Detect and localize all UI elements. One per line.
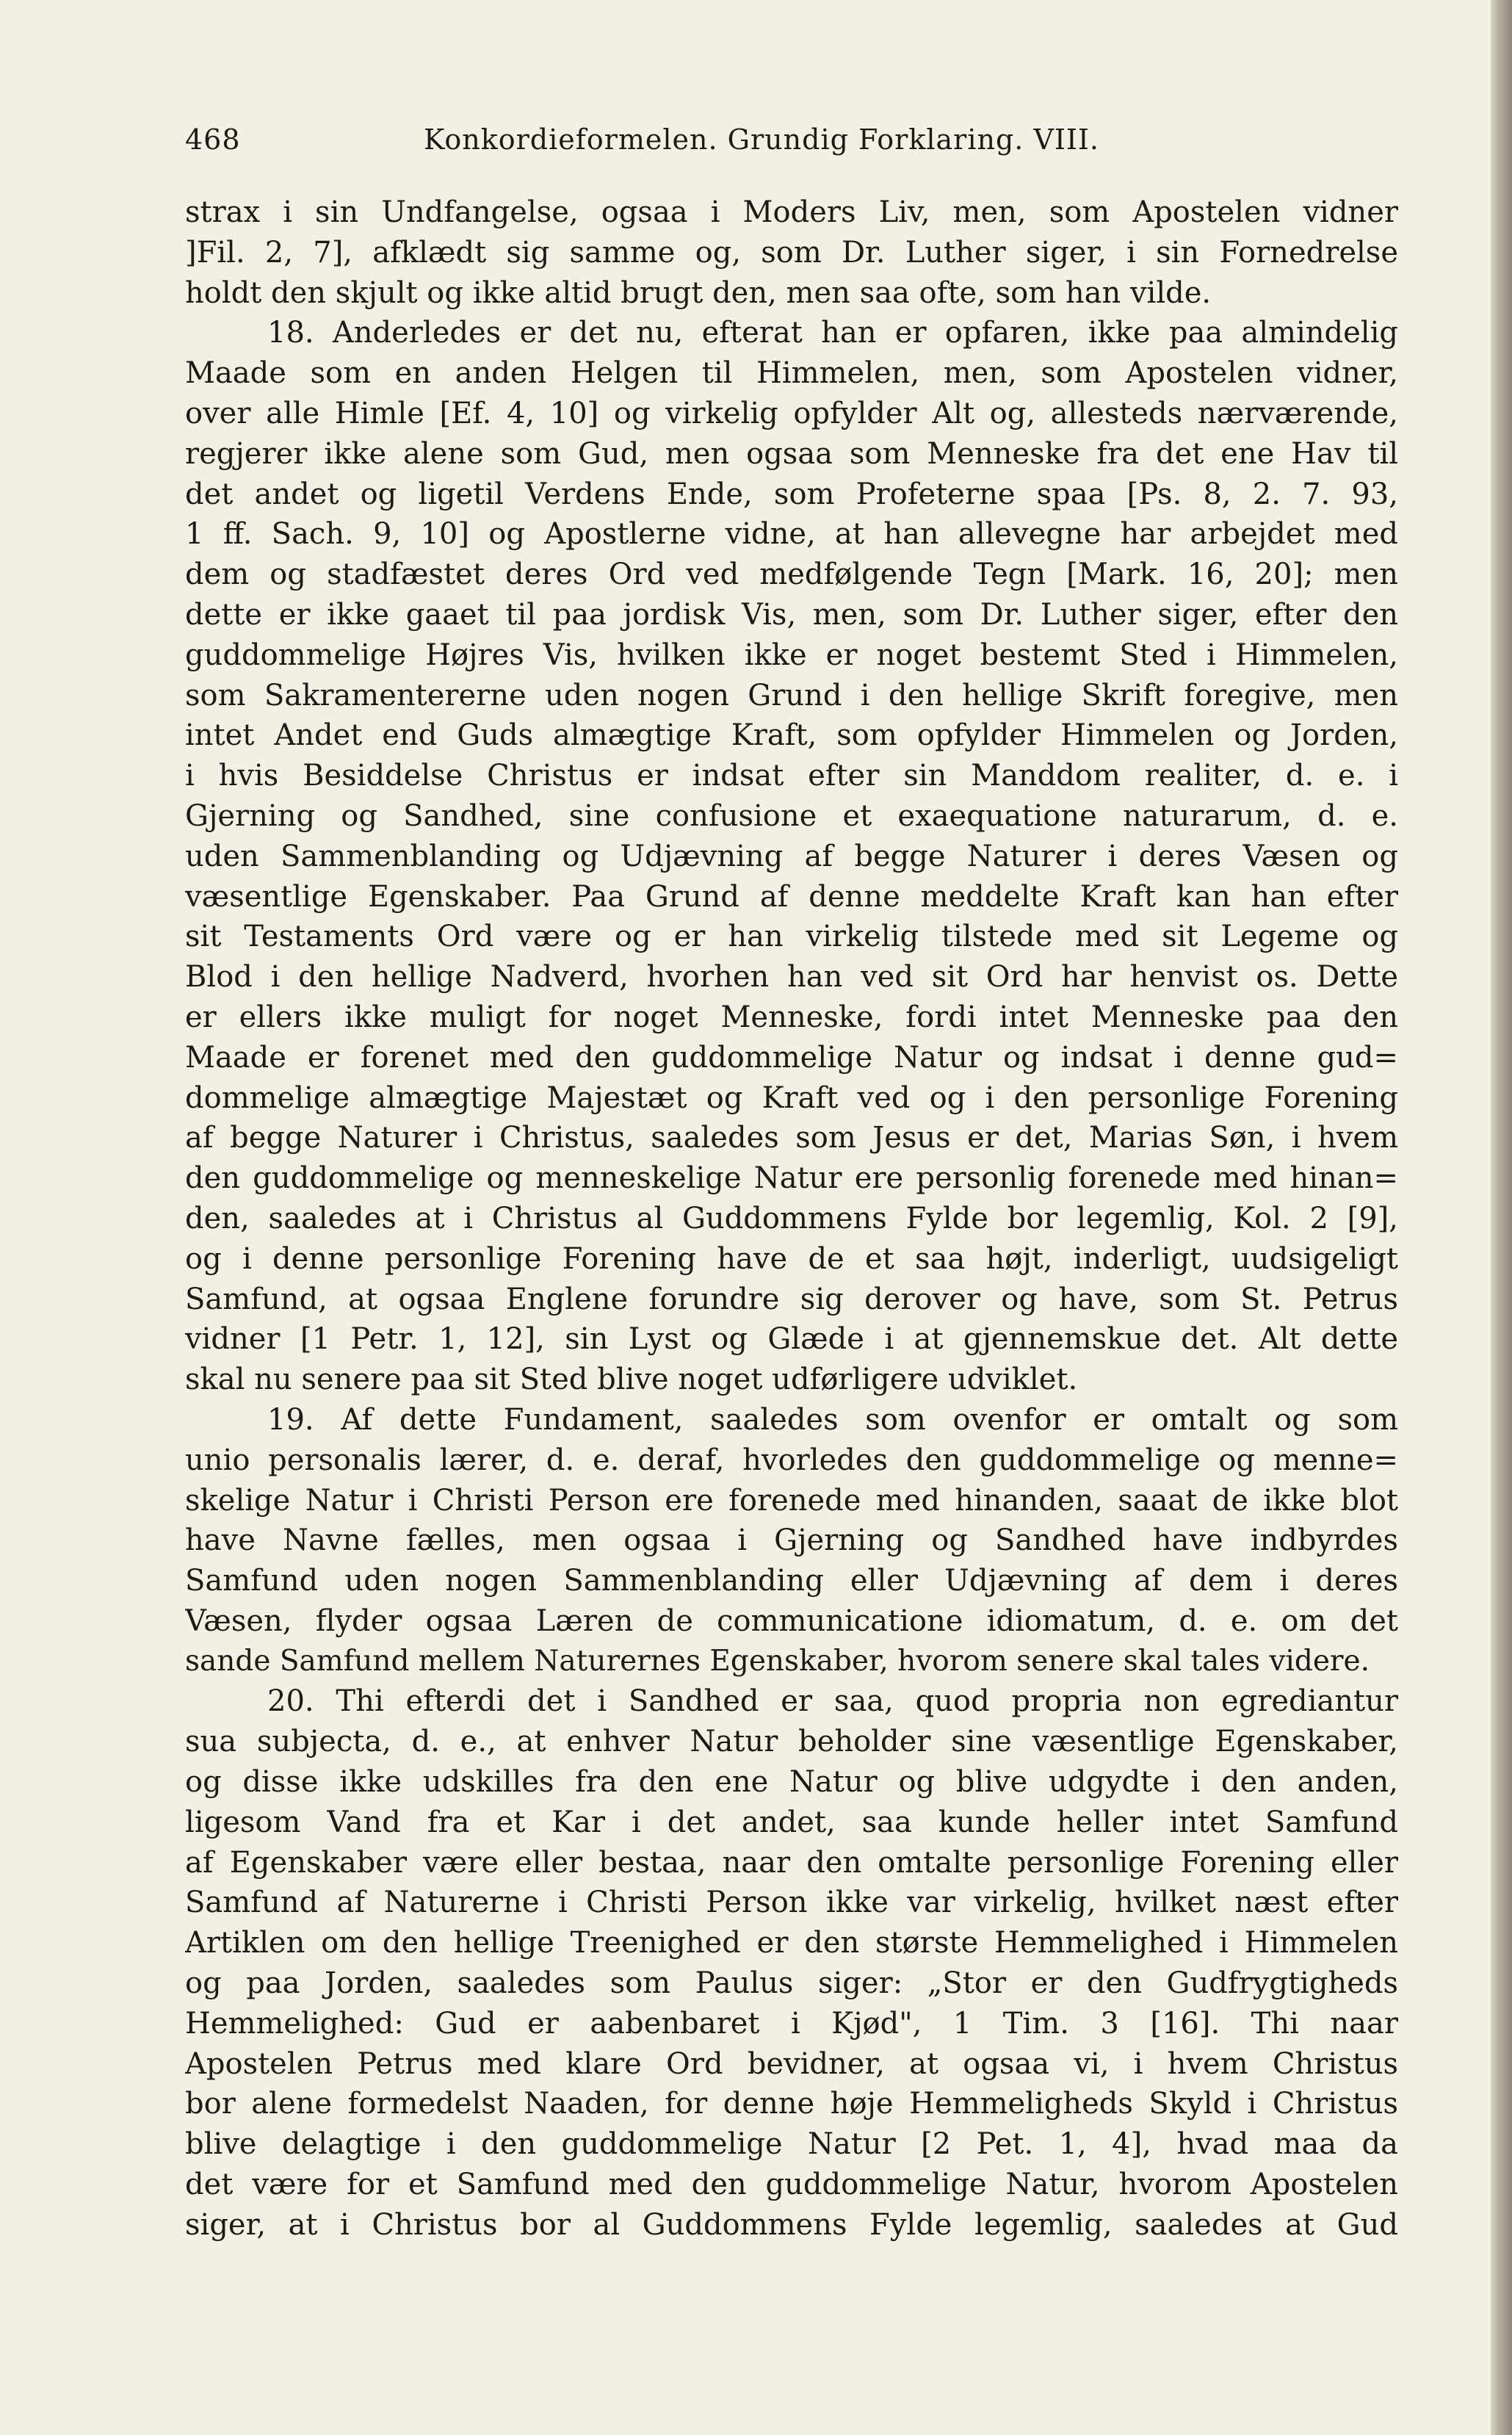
text-line: guddommelige Højres Vis, hvilken ikke er noget bestemt Sted i Himmelen, bbox=[185, 638, 1398, 672]
text-line: Væsen, flyder ogsaa Læren de communicatione idiomatum, d. e. om det bbox=[185, 1604, 1398, 1638]
text-line: dette er ikke gaaet til paa jordisk Vis, men, som Dr. Luther siger, efter den bbox=[185, 597, 1398, 632]
page-number: 468 bbox=[185, 123, 241, 156]
running-title: Konkordieformelen. Grundig Forklaring. VIII. bbox=[424, 123, 1100, 156]
text-line: Maade er forenet med den guddommelige Natur og indsat i denne gud= bbox=[185, 1040, 1398, 1075]
text-line: intet Andet end Guds almægtige Kraft, som opfylder Himmelen og Jorden, bbox=[185, 718, 1398, 753]
text-line: skal nu senere paa sit Sted blive noget udførligere udviklet. bbox=[185, 1363, 1078, 1397]
text-line: blive delagtige i den guddommelige Natur [2 Pet. 1, 4], hvad maa da bbox=[185, 2127, 1398, 2162]
text-line: Samfund, at ogsaa Englene forundre sig derover og have, som St. Petrus bbox=[185, 1282, 1398, 1316]
text-line: det andet og ligetil Verdens Ende, som Profeterne spaa [Ps. 8, 2. 7. 93, bbox=[185, 477, 1398, 511]
text-line: Gjerning og Sandhed, sine confusione et exaequatione naturarum, d. e. bbox=[185, 798, 1398, 833]
text-line: have Navne fælles, men ogsaa i Gjerning og Sandhed have indbyrdes bbox=[185, 1523, 1398, 1558]
text-line: Hemmelighed: Gud er aabenbaret i Kjød", 1 Tim. 3 [16]. Thi naar bbox=[185, 2006, 1398, 2041]
text-line: sua subjecta, d. e., at enhver Natur beholder sine væsentlige Egenskaber, bbox=[185, 1725, 1398, 1759]
text-line: Maade som en anden Helgen til Himmelen, men, som Apostelen vidner, bbox=[185, 356, 1398, 391]
text-line: det være for et Samfund med den guddommelige Natur, hvorom Apostelen bbox=[185, 2168, 1398, 2202]
text-line: og disse ikke udskilles fra den ene Natur og blive udgydte i den anden, bbox=[185, 1765, 1398, 1800]
text-line: ligesom Vand fra et Kar i det andet, saa kunde heller intet Samfund bbox=[185, 1805, 1398, 1839]
text-line: sande Samfund mellem Naturernes Egenskaber, hvorom senere skal tales videre. bbox=[185, 1644, 1370, 1678]
text-line: og paa Jorden, saaledes som Paulus siger: „Stor er den Gudfrygtigheds bbox=[185, 1966, 1398, 2001]
text-line: 1 ff. Sach. 9, 10] og Apostlerne vidne, at han allevegne har arbejdet med bbox=[185, 517, 1398, 552]
text-line: Samfund uden nogen Sammenblanding eller Udjævning af dem i deres bbox=[185, 1564, 1398, 1598]
text-line: regjerer ikke alene som Gud, men ogsaa som Menneske fra det ene Hav til bbox=[185, 436, 1398, 471]
text-line: 18. Anderledes er det nu, efterat han er opfaren, ikke paa almindelig bbox=[267, 316, 1398, 350]
text-line: af begge Naturer i Christus, saaledes som Jesus er det, Marias Søn, i hvem bbox=[185, 1121, 1398, 1155]
text-line: 20. Thi efterdi det i Sandhed er saa, quod propria non egrediantur bbox=[267, 1684, 1398, 1719]
text-line: strax i sin Undfangelse, ogsaa i Moders Liv, men, som Apostelen vidner bbox=[185, 195, 1398, 229]
page-header bbox=[185, 120, 1404, 159]
text-line: Samfund af Naturerne i Christi Person ikke var virkelig, hvilket næst efter bbox=[185, 1886, 1398, 1920]
text-line: sit Testaments Ord være og er han virkelig tilstede med sit Legeme og bbox=[185, 920, 1398, 954]
text-line: af Egenskaber være eller bestaa, naar den omtalte personlige Forening eller bbox=[185, 1845, 1398, 1880]
text-line: og i denne personlige Forening have de et saa højt, inderligt, uudsigeligt bbox=[185, 1241, 1398, 1276]
text-line: siger, at i Christus bor al Guddommens Fylde legemlig, saaledes at Gud bbox=[185, 2207, 1398, 2242]
text-line: skelige Natur i Christi Person ere forenede med hinanden, saaat de ikke blot bbox=[185, 1483, 1398, 1518]
text-line: som Sakramentererne uden nogen Grund i den hellige Skrift foregive, men bbox=[185, 678, 1398, 713]
body-text bbox=[185, 192, 1398, 2245]
text-line: dem og stadfæstet deres Ord ved medfølgende Tegn [Mark. 16, 20]; men bbox=[185, 558, 1398, 592]
text-line: i hvis Besiddelse Christus er indsat efter sin Manddom realiter, d. e. i bbox=[185, 759, 1398, 793]
text-line: er ellers ikke muligt for noget Menneske, fordi intet Menneske paa den bbox=[185, 1000, 1398, 1034]
text-line: den guddommelige og menneskelige Natur ere personlig forenede med hinan= bbox=[185, 1161, 1398, 1196]
text-line: 19. Af dette Fundament, saaledes som ovenfor er omtalt og som bbox=[267, 1402, 1398, 1437]
text-line: bor alene formedelst Naaden, for denne høje Hemmeligheds Skyld i Christus bbox=[185, 2087, 1398, 2121]
text-line: ]Fil. 2, 7], afklædt sig samme og, som Dr. Luther siger, i sin Fornedrelse bbox=[185, 235, 1398, 270]
text-line: dommelige almægtige Majestæt og Kraft ved og i den personlige Forening bbox=[185, 1081, 1398, 1115]
text-line: holdt den skjult og ikke altid brugt den, men saa ofte, som han vilde. bbox=[185, 275, 1212, 310]
text-line: væsentlige Egenskaber. Paa Grund af denne meddelte Kraft kan han efter bbox=[185, 879, 1398, 914]
text-line: den, saaledes at i Christus al Guddommens Fylde bor legemlig, Kol. 2 [9], bbox=[185, 1201, 1398, 1235]
text-line: Artiklen om den hellige Treenighed er den største Hemmelighed i Himmelen bbox=[185, 1926, 1398, 1960]
book-binding-edge bbox=[1491, 0, 1512, 2435]
text-line: uden Sammenblanding og Udjævning af begge Naturer i deres Væsen og bbox=[185, 839, 1398, 873]
text-line: over alle Himle [Ef. 4, 10] og virkelig opfylder Alt og, allesteds nærværende, bbox=[185, 396, 1398, 430]
text-line: Apostelen Petrus med klare Ord bevidner, at ogsaa vi, i hvem Christus bbox=[185, 2046, 1398, 2081]
text-line: Blod i den hellige Nadverd, hvorhen han ved sit Ord har henvist os. Dette bbox=[185, 960, 1398, 995]
text-line: vidner [1 Petr. 1, 12], sin Lyst og Glæde i at gjennemskue det. Alt dette bbox=[185, 1322, 1398, 1357]
text-line: unio personalis lærer, d. e. deraf, hvorledes den guddommelige og menne= bbox=[185, 1443, 1398, 1477]
